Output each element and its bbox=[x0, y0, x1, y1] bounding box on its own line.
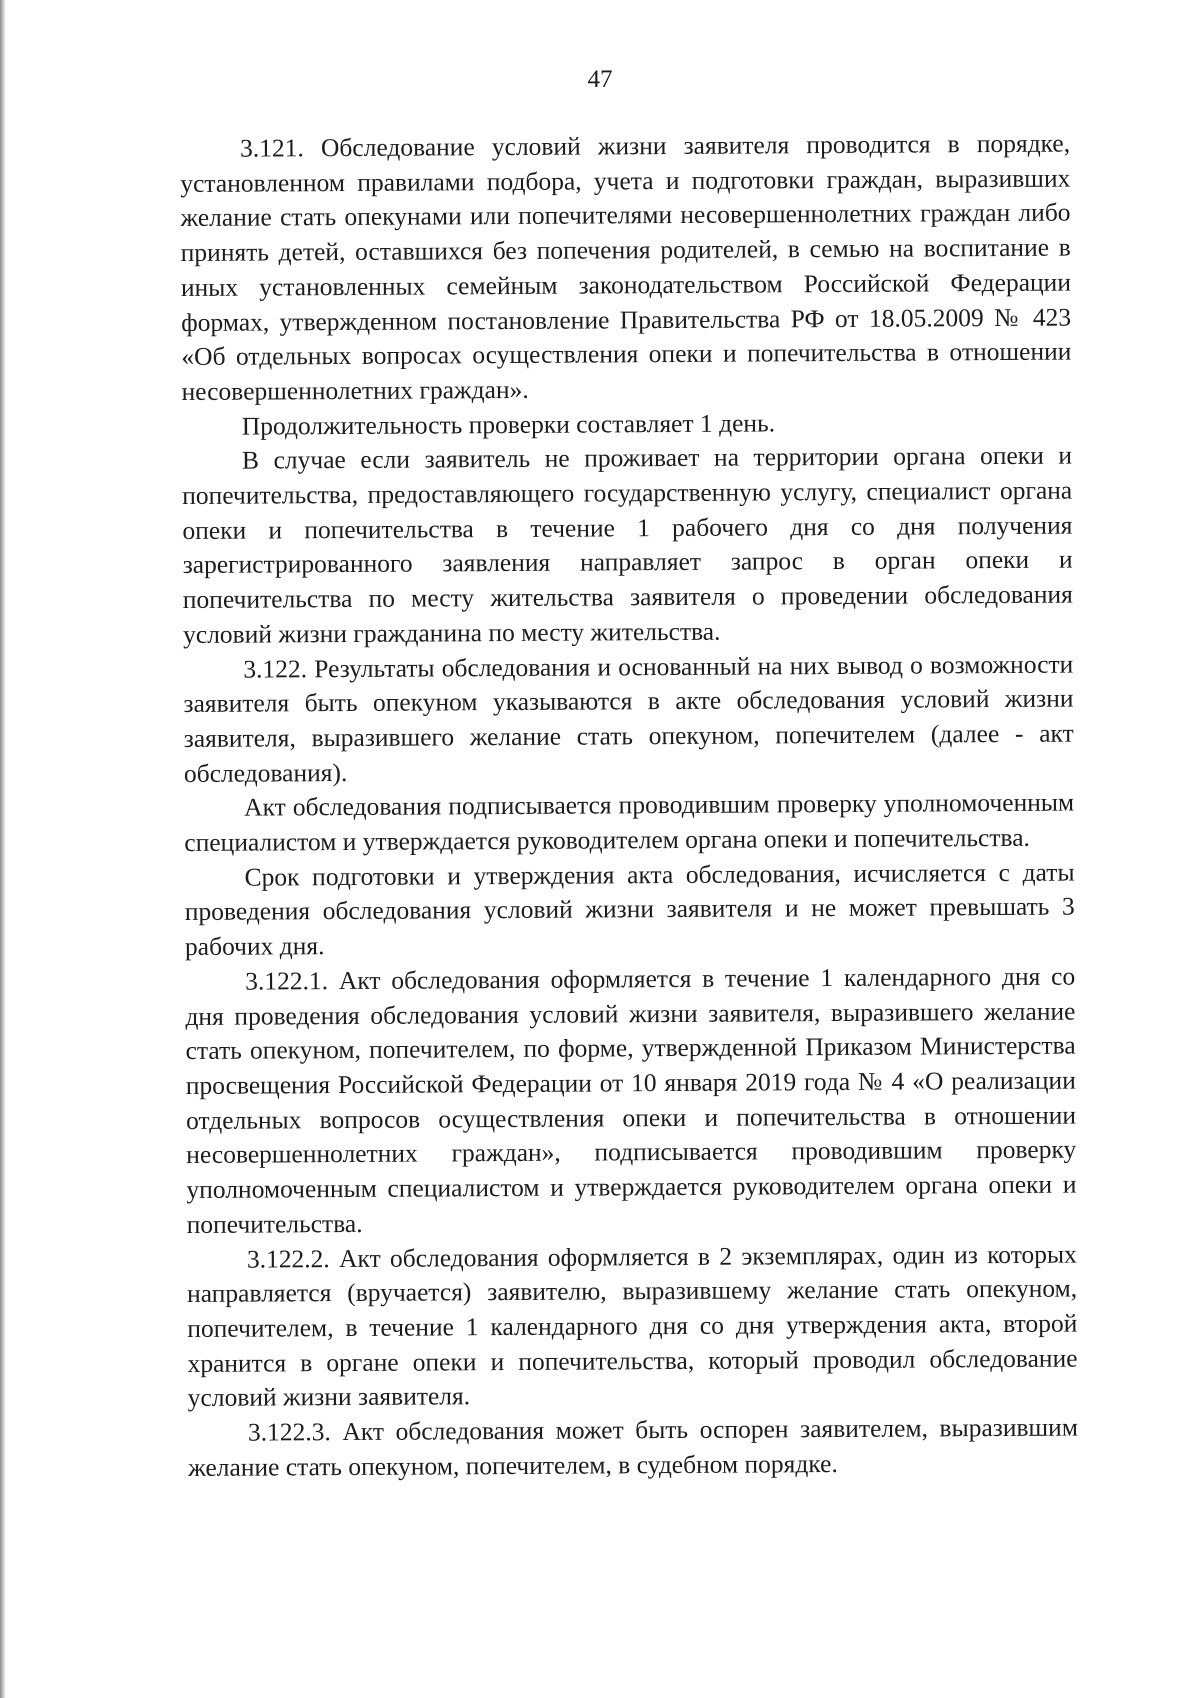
paragraph-3-122-2: 3.122.2. Акт обследования оформляется в 2 экземплярах, один из которых направляется (вручается) заявителю, выразившему желание стать опекуном, попечителем, в течение 1 календарного дня со дня утверждения акта, второй хранится в органе опеки и попечительства, который проводил обследование условий жизни заявителя. bbox=[187, 1239, 1078, 1413]
paragraph-3-121: 3.121. Обследование условий жизни заявителя проводится в порядке, установленном правилами подбора, учета и подготовки граждан, выразивших желание стать опекунами или попечителями несовершеннолетних граждан либо принять детей, оставшихся без попечения родителей, в семью на воспитание в иных установленных семейным законодательством Российской Федерации формах, утвержденном постановление Правительства РФ от 18.05.2009 № 423 «Об отдельных вопросах осуществления опеки и попечительства в отношении несовершеннолетних граждан». bbox=[180, 128, 1072, 406]
document-body bbox=[180, 127, 1078, 1486]
paragraph-3-122-3: 3.122.3. Акт обследования может быть оспорен заявителем, выразившим желание стать опекуном, попечителем, в судебном порядке. bbox=[188, 1412, 1079, 1482]
page-number: 47 bbox=[587, 66, 613, 93]
paragraph-3-122: 3.122. Результаты обследования и основанный на них вывод о возможности заявителя быть опекуном указываются в акте обследования условий жизни заявителя, выразившего желание стать опекуном, попечителем (далее - акт обследования). bbox=[183, 649, 1074, 788]
paragraph-act-signing: Акт обследования подписывается проводившим проверку уполномоченным специалистом и утверждается руководителем органа опеки и попечительства. bbox=[184, 787, 1075, 858]
paragraph-nonresident-request: В случае если заявитель не проживает на территории органа опеки и попечительства, предоставляющего государственную услугу, специалист органа опеки и попечительства в течение 1 рабочего дня со дня получения зарегистрированного заявления направляет запрос в орган опеки и попечительства по месту жительства заявителя о проведении обследования условий жизни гражданина по месту жительства. bbox=[182, 440, 1073, 649]
paragraph-check-duration: Продолжительность проверки составляет 1 день. bbox=[241, 407, 776, 441]
paragraph-3-122-1: 3.122.1. Акт обследования оформляется в течение 1 календарного дня со дня проведения обследования условий жизни заявителя, выразившего желание стать опекуном, попечителем, по форме, утвержденной Приказом Министерства просвещения Российской Федерации от 10 января 2019 года № 4 «О реализации отдельных вопросов осуществления опеки и попечительства в отношении несовершеннолетних граждан», подписывается проводившим проверку уполномоченным специалистом и утверждается руководителем органа опеки и попечительства. bbox=[185, 961, 1077, 1239]
scan-edge-shadow bbox=[0, 0, 6, 1698]
paragraph-act-deadline: Срок подготовки и утверждения акта обследования, исчисляется с даты проведения обследования условий жизни заявителя и не может превышать 3 рабочих дня. bbox=[184, 857, 1075, 962]
